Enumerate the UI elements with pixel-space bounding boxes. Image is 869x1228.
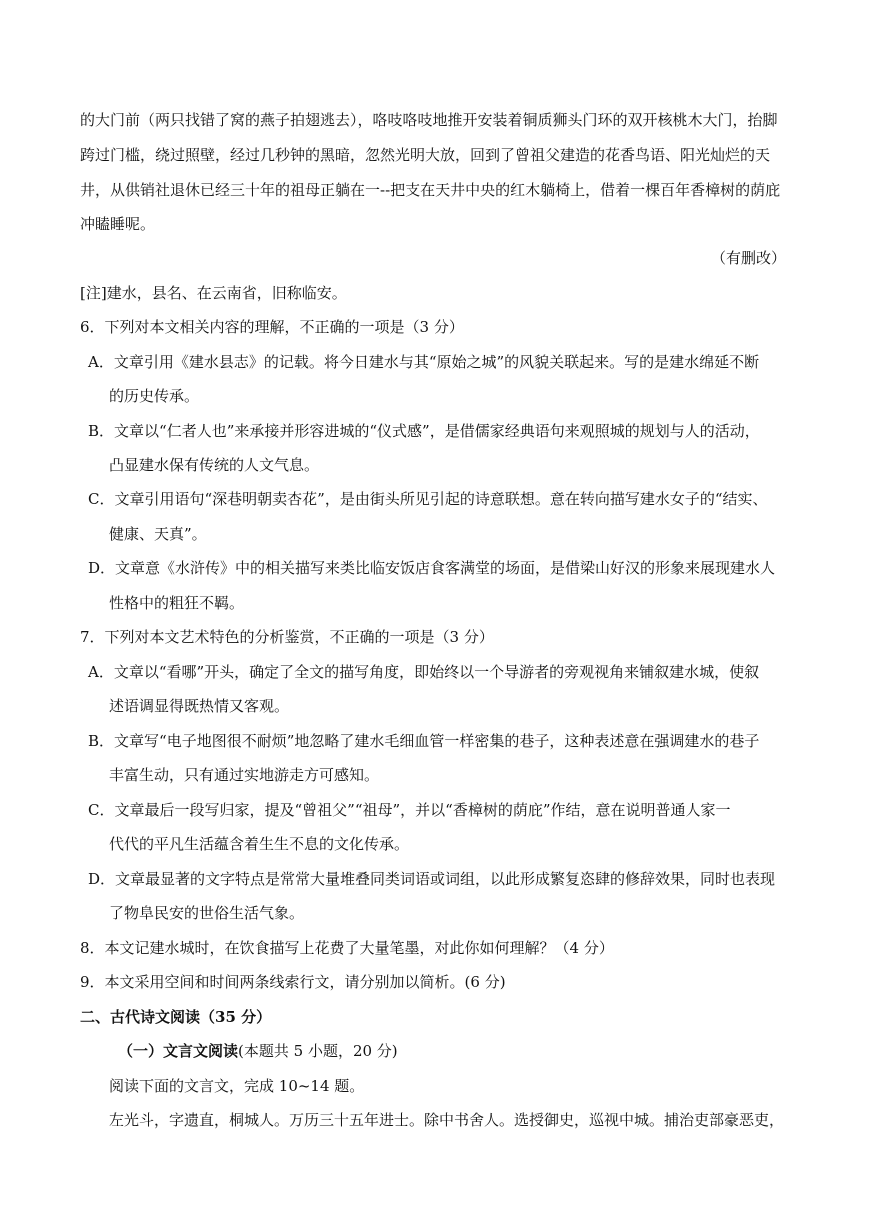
question-7-option-d-cont: 了物阜民安的世俗生活气象。 — [109, 904, 305, 922]
passage-line-2: 跨过门槛，绕过照壁，经过几秒钟的黑暗，忽然光明大放，回到了曾祖父建造的花香鸟语、阳光灿烂的天 — [80, 146, 771, 164]
question-6-option-c: C．文章引用语句“深巷明朝卖杏花”，是由街头所见引起的诗意联想。意在转向描写建水女子的“结实、 — [88, 490, 768, 508]
question-6-option-d-cont: 性格中的粗狂不羁。 — [109, 594, 245, 612]
question-7-option-a-cont: 述语调显得既热情又客观。 — [109, 697, 290, 715]
question-6-option-a-cont: 的历史传承。 — [109, 387, 200, 405]
question-7-option-c-cont: 代代的平凡生活蕴含着生生不息的文化传承。 — [109, 835, 410, 853]
reading-instruction: 阅读下面的文言文，完成 10~14 题。 — [109, 1077, 365, 1095]
sub-section-heading — [118, 1041, 398, 1061]
section-heading: 二、古代诗文阅读（35 分） — [80, 1008, 272, 1026]
question-6-option-d: D．文章意《水浒传》中的相关描写来类比临安饭店食客满堂的场面，是借梁山好汉的形象来展现建水人 — [88, 559, 776, 577]
question-6-option-c-cont: 健康、天真”。 — [109, 525, 207, 543]
question-7-option-a: A．文章以“看哪”开头，确定了全文的描写角度，即始终以一个导游者的旁观视角来铺叙建水城，使叙 — [88, 663, 760, 681]
question-6-option-a: A．文章引用《建水县志》的记载。将今日建水与其“原始之城”的风貌关联起来。写的是建水绵延不断 — [88, 353, 760, 371]
question-7-option-c: C．文章最后一段写归家，提及“曾祖父”“祖母”，并以“香樟树的荫庇”作结，意在说明普通人家一 — [88, 801, 731, 819]
question-6-option-b: B．文章以“仁者人也”来承接并形容进城的“仪式感”，是借儒家经典语句来观照城的规划与人的活动， — [88, 422, 760, 440]
question-7-stem: 7．下列对本文艺术特色的分析鉴赏，不正确的一项是（3 分） — [80, 628, 494, 646]
passage-line-4: 冲瞌睡呢。 — [80, 215, 156, 233]
passage-line-3: 井，从供销社退休已经三十年的祖母正躺在一--把支在天井中央的红木躺椅上，借着一棵百年香樟树的荫庇 — [80, 181, 781, 199]
question-7-option-b-cont: 丰富生动，只有通过实地游走方可感知。 — [109, 766, 380, 784]
question-7-option-b: B．文章写“电子地图很不耐烦”地忽略了建水毛细血管一样密集的巷子，这种表述意在强调建水的巷子 — [88, 732, 760, 750]
sub-section-detail: (本题共 5 小题，20 分) — [238, 1042, 398, 1060]
question-9: 9．本文采用空间和时间两条线索行文，请分别加以简析。(6 分) — [80, 973, 506, 991]
classical-text-line-1: 左光斗，字遗直，桐城人。万历三十五年进士。除中书舍人。选授御史，巡视中城。捕治吏部豪恶吏， — [109, 1111, 785, 1129]
annotation-note: [注]建水，县名、在云南省，旧称临安。 — [80, 284, 347, 302]
passage-line-1: 的大门前（两只找错了窝的燕子拍翅逃去），咯吱咯吱地推开安装着铜质狮头门环的双开核桃木大门，抬脚 — [80, 111, 778, 129]
source-note: （有删改） — [711, 249, 787, 267]
question-7-option-d: D．文章最显著的文字特点是常常大量堆叠同类词语或词组，以此形成繁复恣肆的修辞效果，同时也表现 — [88, 870, 776, 888]
question-6-stem: 6．下列对本文相关内容的理解，不正确的一项是（3 分） — [80, 318, 464, 336]
question-8: 8．本文记建水城时，在饮食描写上花费了大量笔墨，对此你如何理解？（4 分） — [80, 939, 614, 957]
question-6-option-b-cont: 凸显建水保有传统的人文气息。 — [109, 456, 320, 474]
sub-section-title: （一）文言文阅读 — [118, 1042, 239, 1060]
